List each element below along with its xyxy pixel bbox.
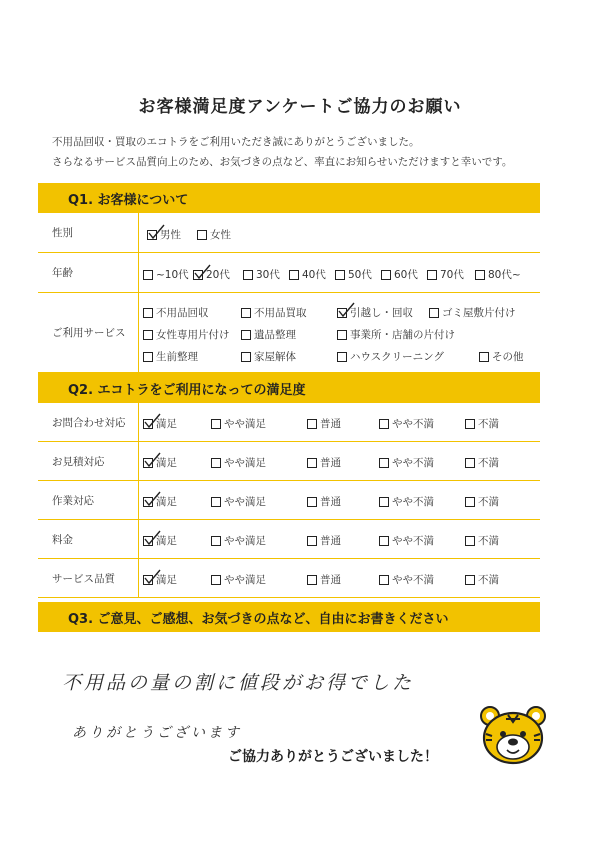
option-label: 満足 bbox=[156, 574, 177, 586]
option-label: 満足 bbox=[156, 457, 177, 469]
option-label: 不用品回収 bbox=[156, 307, 209, 319]
option-label: 遺品整理 bbox=[254, 329, 296, 341]
option-label: 満足 bbox=[156, 535, 177, 547]
option-label: 生前整理 bbox=[156, 351, 198, 363]
option-house-cleaning[interactable] bbox=[337, 349, 444, 364]
option-somewhat-satisfied[interactable] bbox=[211, 416, 266, 431]
option-label: 不満 bbox=[478, 496, 499, 508]
option-label: 60代 bbox=[394, 269, 418, 281]
row-label: お見積対応 bbox=[52, 455, 105, 468]
checkbox[interactable] bbox=[143, 270, 153, 280]
option-label: 70代 bbox=[440, 269, 464, 281]
row-service-quality bbox=[38, 559, 540, 598]
row-label: 作業対応 bbox=[52, 494, 94, 507]
option-label: 普通 bbox=[320, 418, 341, 430]
option-label: 50代 bbox=[348, 269, 372, 281]
gender-options bbox=[138, 213, 540, 252]
check-mark-icon bbox=[338, 302, 356, 318]
option-female[interactable] bbox=[197, 227, 231, 242]
option-label: 不満 bbox=[478, 574, 499, 586]
checkbox[interactable] bbox=[143, 308, 153, 318]
option-label: 普通 bbox=[320, 574, 341, 586]
checkbox[interactable] bbox=[241, 308, 251, 318]
checkbox[interactable] bbox=[143, 497, 153, 507]
checkbox[interactable] bbox=[211, 575, 221, 585]
checkbox[interactable] bbox=[211, 419, 221, 429]
rating-options bbox=[138, 520, 540, 558]
check-mark-icon bbox=[148, 224, 166, 240]
option-neutral[interactable] bbox=[307, 572, 341, 587]
option-neutral[interactable] bbox=[307, 416, 341, 431]
option-label: 満足 bbox=[156, 418, 177, 430]
option-age-30[interactable] bbox=[243, 267, 280, 282]
intro-line-1: 不用品回収・買取のエコトラをご利用いただき誠にありがとうございました。 bbox=[52, 136, 420, 148]
option-moving[interactable] bbox=[337, 305, 413, 320]
intro-line-2: さらなるサービス品質向上のため、お気づきの点など、率直にお知らせいただけますと幸いです。 bbox=[52, 156, 513, 168]
checkbox[interactable] bbox=[379, 419, 389, 429]
option-satisfied[interactable] bbox=[143, 533, 177, 548]
checkbox[interactable] bbox=[335, 270, 345, 280]
checkbox[interactable] bbox=[465, 419, 475, 429]
row-label: 年齢 bbox=[52, 267, 73, 279]
option-satisfied[interactable] bbox=[143, 572, 177, 587]
option-label: やや不満 bbox=[392, 535, 434, 547]
option-label: ~10代 bbox=[156, 269, 189, 281]
option-label: 普通 bbox=[320, 535, 341, 547]
checkbox[interactable] bbox=[381, 270, 391, 280]
checkbox[interactable] bbox=[307, 419, 317, 429]
checkbox[interactable] bbox=[429, 308, 439, 318]
option-other[interactable] bbox=[479, 349, 524, 364]
option-pre-death[interactable] bbox=[143, 349, 198, 364]
option-label: ハウスクリーニング bbox=[350, 351, 444, 363]
option-somewhat-dissatisfied[interactable] bbox=[379, 533, 434, 548]
option-somewhat-dissatisfied[interactable] bbox=[379, 494, 434, 509]
checkbox[interactable] bbox=[147, 230, 157, 240]
option-age-80[interactable] bbox=[475, 267, 521, 282]
checkbox[interactable] bbox=[307, 497, 317, 507]
option-dissatisfied[interactable] bbox=[465, 455, 499, 470]
option-label: 家屋解体 bbox=[254, 351, 296, 363]
option-age-50[interactable] bbox=[335, 267, 372, 282]
check-mark-icon bbox=[144, 530, 162, 546]
option-dissatisfied[interactable] bbox=[465, 494, 499, 509]
option-trash-house[interactable] bbox=[429, 305, 516, 320]
option-label: 80代~ bbox=[488, 269, 521, 281]
option-buyback[interactable] bbox=[241, 305, 307, 320]
option-label: やや満足 bbox=[224, 535, 266, 547]
option-label: 30代 bbox=[256, 269, 280, 281]
option-label: 男性 bbox=[160, 229, 181, 241]
checkbox[interactable] bbox=[427, 270, 437, 280]
option-label: 不用品買取 bbox=[254, 307, 307, 319]
row-work bbox=[38, 481, 540, 520]
option-label: 女性 bbox=[210, 229, 231, 241]
row-gender bbox=[38, 213, 540, 253]
checkbox[interactable] bbox=[143, 419, 153, 429]
option-age-20[interactable] bbox=[193, 267, 230, 282]
checkbox[interactable] bbox=[307, 575, 317, 585]
row-price bbox=[38, 520, 540, 559]
checkbox[interactable] bbox=[337, 330, 347, 340]
option-somewhat-satisfied[interactable] bbox=[211, 455, 266, 470]
checkbox[interactable] bbox=[211, 458, 221, 468]
checkbox[interactable] bbox=[479, 352, 489, 362]
option-satisfied[interactable] bbox=[143, 494, 177, 509]
row-label: 料金 bbox=[52, 533, 73, 546]
checkbox[interactable] bbox=[307, 458, 317, 468]
checkbox[interactable] bbox=[211, 497, 221, 507]
option-women-only[interactable] bbox=[143, 327, 230, 342]
option-label: やや満足 bbox=[224, 457, 266, 469]
option-label: やや不満 bbox=[392, 574, 434, 586]
checkbox[interactable] bbox=[337, 308, 347, 318]
option-label: その他 bbox=[492, 351, 524, 363]
checkbox[interactable] bbox=[211, 536, 221, 546]
checkbox[interactable] bbox=[379, 497, 389, 507]
option-label: ゴミ屋敷片付け bbox=[442, 307, 516, 319]
checkbox[interactable] bbox=[241, 352, 251, 362]
option-label: やや不満 bbox=[392, 496, 434, 508]
checkbox[interactable] bbox=[193, 270, 203, 280]
rating-options bbox=[138, 481, 540, 519]
option-label: やや不満 bbox=[392, 418, 434, 430]
option-neutral[interactable] bbox=[307, 494, 341, 509]
option-age-60[interactable] bbox=[381, 267, 418, 282]
checkbox[interactable] bbox=[143, 575, 153, 585]
checkbox[interactable] bbox=[143, 352, 153, 362]
option-label: やや満足 bbox=[224, 496, 266, 508]
option-satisfied[interactable] bbox=[143, 416, 177, 431]
row-inquiry bbox=[38, 403, 540, 442]
row-service bbox=[38, 293, 540, 373]
option-label: 不満 bbox=[478, 457, 499, 469]
tiger-mascot-icon bbox=[478, 702, 548, 766]
checkbox[interactable] bbox=[197, 230, 207, 240]
option-estate-clearing[interactable] bbox=[241, 327, 296, 342]
option-age-70[interactable] bbox=[427, 267, 464, 282]
check-mark-icon bbox=[144, 491, 162, 507]
checkbox[interactable] bbox=[465, 458, 475, 468]
option-label: 満足 bbox=[156, 496, 177, 508]
option-label: 女性専用片付け bbox=[156, 329, 230, 341]
checkbox[interactable] bbox=[465, 536, 475, 546]
check-mark-icon bbox=[144, 452, 162, 468]
option-junk-removal[interactable] bbox=[143, 305, 209, 320]
check-mark-icon bbox=[144, 569, 162, 585]
checkbox[interactable] bbox=[243, 270, 253, 280]
option-label: 20代 bbox=[206, 269, 230, 281]
option-demolition[interactable] bbox=[241, 349, 296, 364]
option-satisfied[interactable] bbox=[143, 455, 177, 470]
survey-form bbox=[38, 183, 540, 632]
option-label: 40代 bbox=[302, 269, 326, 281]
row-age bbox=[38, 253, 540, 293]
checkbox[interactable] bbox=[143, 536, 153, 546]
option-label: 普通 bbox=[320, 457, 341, 469]
rating-options bbox=[138, 559, 540, 597]
checkbox[interactable] bbox=[379, 536, 389, 546]
checkbox[interactable] bbox=[289, 270, 299, 280]
option-somewhat-dissatisfied[interactable] bbox=[379, 455, 434, 470]
option-label: やや満足 bbox=[224, 418, 266, 430]
option-somewhat-satisfied[interactable] bbox=[211, 533, 266, 548]
row-label: 性別 bbox=[52, 227, 73, 239]
checkbox[interactable] bbox=[143, 330, 153, 340]
option-somewhat-dissatisfied[interactable] bbox=[379, 572, 434, 587]
rating-options bbox=[138, 403, 540, 441]
option-neutral[interactable] bbox=[307, 455, 341, 470]
option-dissatisfied[interactable] bbox=[465, 416, 499, 431]
option-label: 事業所・店舗の片付け bbox=[350, 329, 455, 341]
option-office-clearing[interactable] bbox=[337, 327, 455, 342]
row-label: お問合わせ対応 bbox=[52, 416, 126, 429]
option-neutral[interactable] bbox=[307, 533, 341, 548]
service-options bbox=[138, 293, 540, 372]
option-age-40[interactable] bbox=[289, 267, 326, 282]
checkbox[interactable] bbox=[379, 575, 389, 585]
checkbox[interactable] bbox=[143, 458, 153, 468]
option-age-10[interactable] bbox=[143, 267, 189, 282]
row-label: サービス品質 bbox=[52, 572, 115, 585]
age-options bbox=[138, 253, 540, 292]
checkbox[interactable] bbox=[475, 270, 485, 280]
q2-heading: Q2. エコトラをご利用になっての満足度 bbox=[38, 373, 540, 403]
checkbox[interactable] bbox=[465, 497, 475, 507]
option-label: 普通 bbox=[320, 496, 341, 508]
checkbox[interactable] bbox=[241, 330, 251, 340]
checkbox[interactable] bbox=[307, 536, 317, 546]
option-label: 引越し・回収 bbox=[350, 307, 413, 319]
option-somewhat-satisfied[interactable] bbox=[211, 572, 266, 587]
option-label: 不満 bbox=[478, 418, 499, 430]
thank-you-message: ご協力ありがとうございました！ bbox=[228, 749, 438, 765]
option-somewhat-dissatisfied[interactable] bbox=[379, 416, 434, 431]
check-mark-icon bbox=[194, 264, 212, 280]
q1-heading: Q1. お客様について bbox=[38, 183, 540, 213]
checkbox[interactable] bbox=[337, 352, 347, 362]
option-male[interactable] bbox=[147, 227, 181, 242]
page-title: お客様満足度アンケートご協力のお願い bbox=[138, 97, 462, 117]
checkbox[interactable] bbox=[465, 575, 475, 585]
option-label: 不満 bbox=[478, 535, 499, 547]
option-dissatisfied[interactable] bbox=[465, 572, 499, 587]
handwritten-answer-line-2: ありがとうございます bbox=[72, 725, 242, 741]
option-label: やや満足 bbox=[224, 574, 266, 586]
checkbox[interactable] bbox=[379, 458, 389, 468]
option-dissatisfied[interactable] bbox=[465, 533, 499, 548]
q3-heading: Q3. ご意見、ご感想、お気づきの点など、自由にお書きください bbox=[38, 602, 540, 632]
row-label: ご利用サービス bbox=[52, 327, 126, 339]
row-estimate bbox=[38, 442, 540, 481]
check-mark-icon bbox=[144, 413, 162, 429]
rating-options bbox=[138, 442, 540, 480]
handwritten-answer-line-1: 不用品の量の割に値段がお得でした bbox=[62, 672, 415, 694]
option-label: やや不満 bbox=[392, 457, 434, 469]
option-somewhat-satisfied[interactable] bbox=[211, 494, 266, 509]
